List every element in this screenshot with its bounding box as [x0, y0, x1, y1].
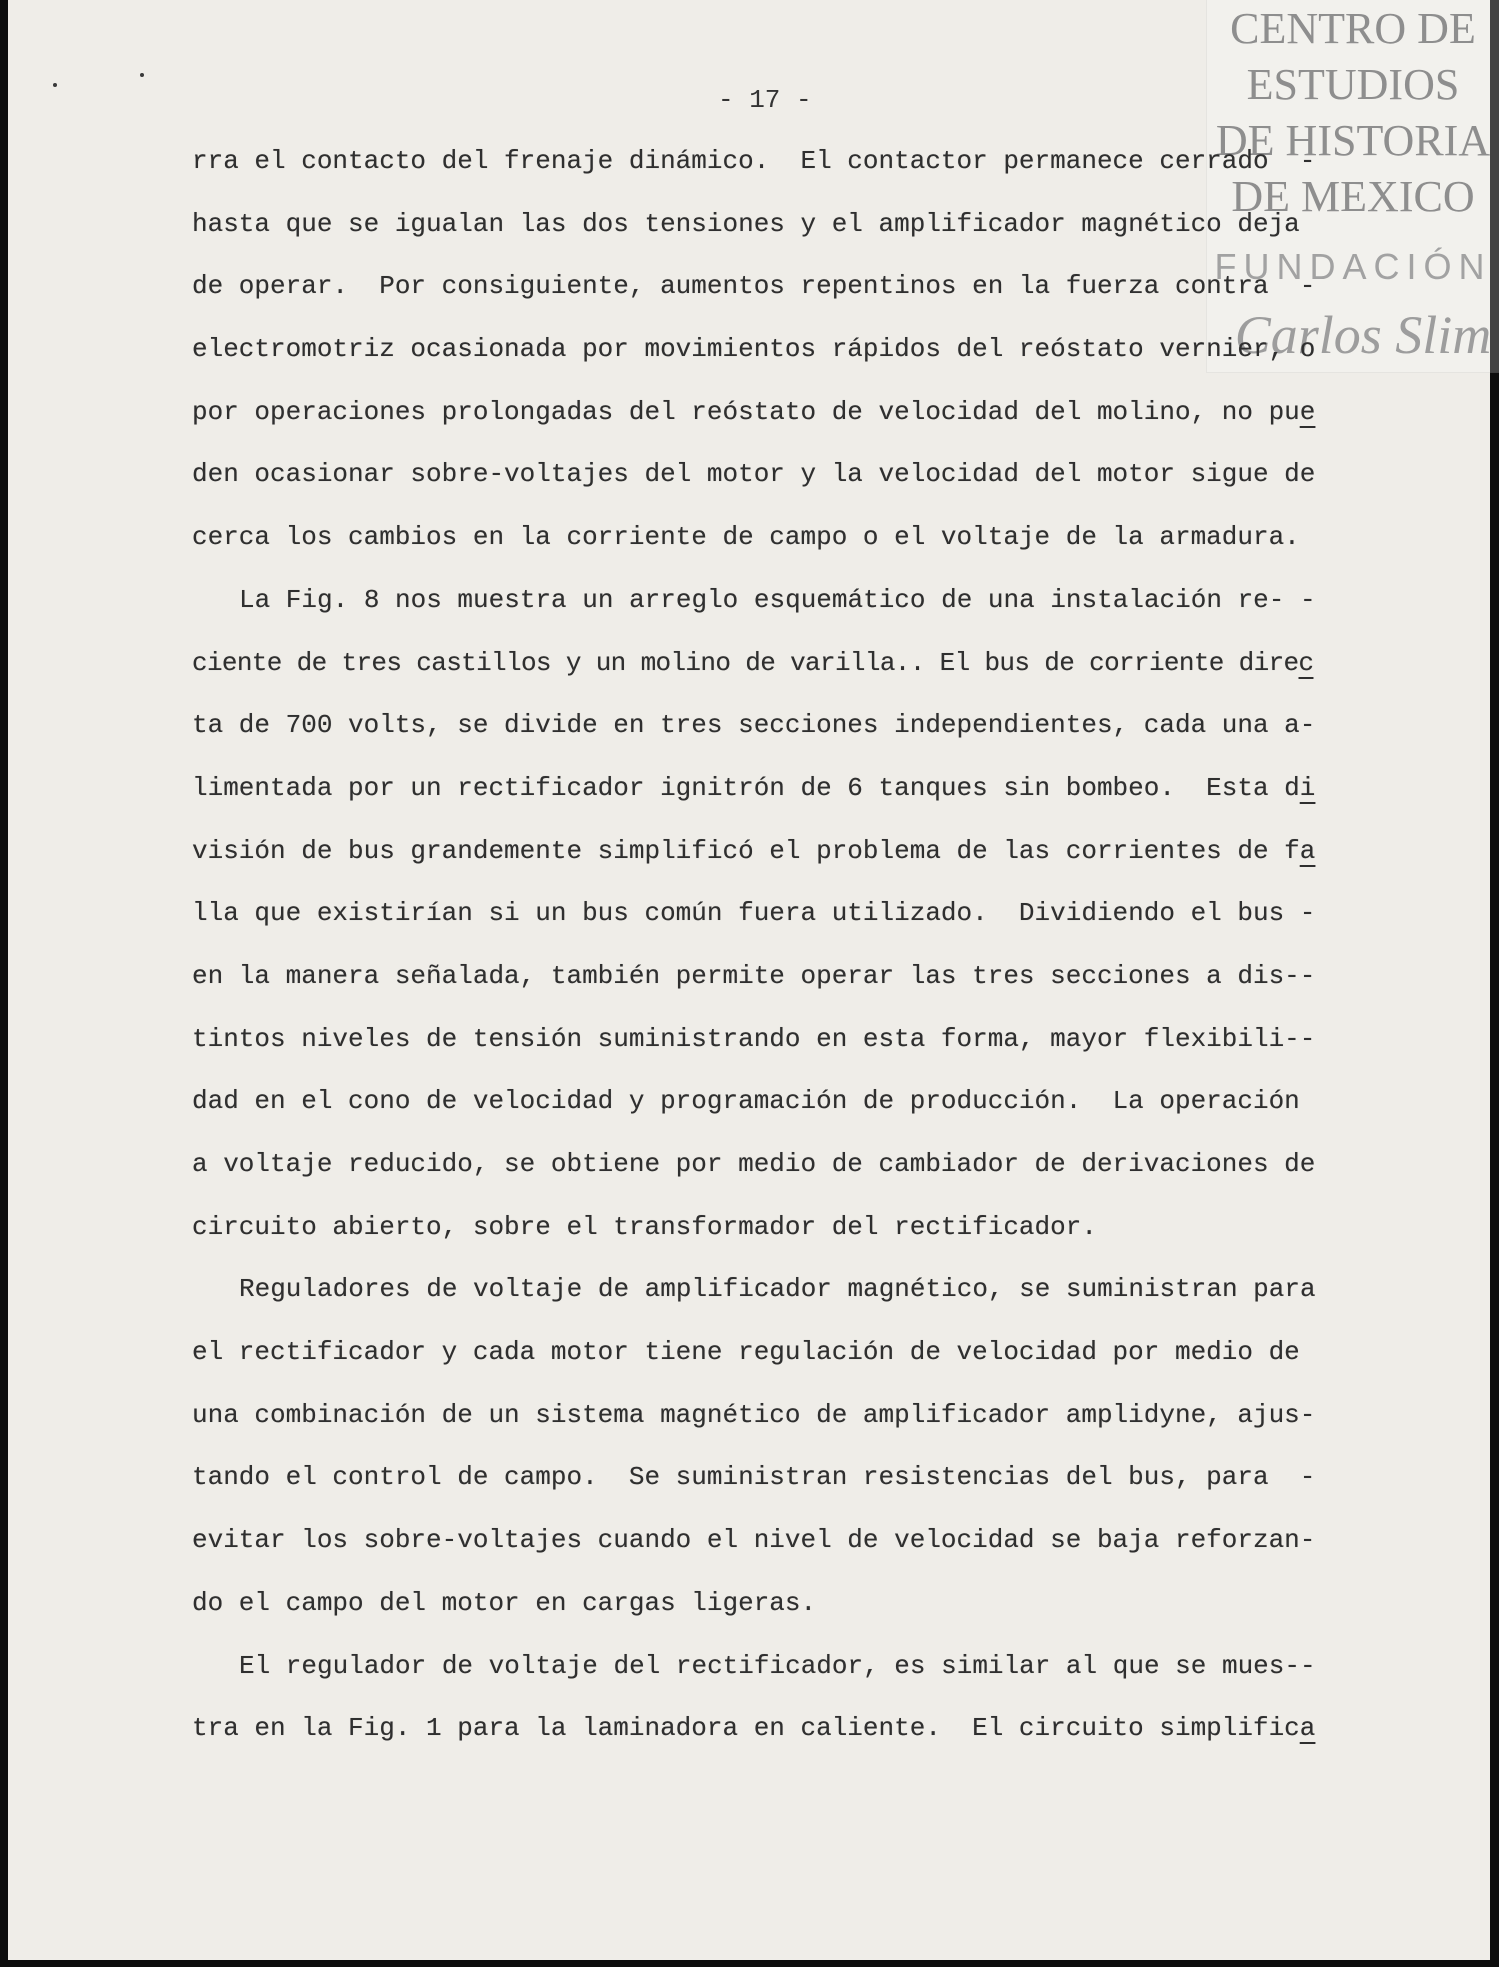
hyphen-underlined-char: a [1299, 1713, 1316, 1744]
line-text: visión de bus grandemente simplificó el problema de las corrientes de f [192, 835, 1300, 866]
hyphen-underlined-char: e [1299, 396, 1316, 427]
watermark-line-2: ESTUDIOS [1246, 60, 1460, 109]
text-line: tando el control de campo. Se suministran resistencias del bus, para - [192, 1462, 1316, 1493]
text-line [192, 1697, 1422, 1760]
text-line: do el campo del motor en cargas ligeras. [192, 1587, 817, 1618]
text-line: a voltaje reducido, se obtiene por medio de cambiador de derivaciones de [192, 1149, 1316, 1179]
hyphen-underlined-char: i [1299, 772, 1316, 803]
watermark-line-4: DE MEXICO [1231, 172, 1475, 221]
text-line: El regulador de voltaje del rectificador, es similar al que se mues-- [239, 1650, 1316, 1681]
speck-mark [53, 83, 57, 87]
text-line: lla que existirían si un bus común fuera utilizado. Dividiendo el bus - [192, 898, 1316, 929]
watermark-foundation: FUNDACIÓN [1214, 246, 1492, 287]
text-line: La Fig. 8 nos muestra un arreglo esquemático de una instalación re- - [239, 584, 1316, 615]
text-line: una combinación de un sistema magnético de amplificador amplidyne, ajus- [192, 1399, 1316, 1430]
text-line: ta de 700 volts, se divide en tres secciones independientes, cada una a- [192, 710, 1316, 741]
line-text: tra en la Fig. 1 para la laminadora en caliente. El circuito simplific [192, 1713, 1300, 1744]
watermark-line-3: DE HISTORIA [1215, 116, 1491, 165]
watermark-signature: Carlos Slim [1234, 305, 1492, 365]
line-text: limentada por un rectificador ignitrón de 6 tanques sin bombeo. Esta d [192, 772, 1300, 803]
text-line: den ocasionar sobre-voltajes del motor y la velocidad del motor sigue de [192, 459, 1316, 490]
text-line: dad en el cono de velocidad y programación de producción. La operación [192, 1086, 1300, 1117]
text-line [192, 820, 1422, 883]
body-text [192, 130, 1422, 1760]
text-line: rra el contacto del frenaje dinámico. El contactor permanece cerrado - [192, 146, 1316, 176]
line-text: por operaciones prolongadas del reóstato de velocidad del molino, no pu [192, 396, 1300, 427]
text-line: circuito abierto, sobre el transformador del rectificador. [192, 1211, 1097, 1242]
text-line [192, 381, 1422, 444]
line-text: ciente de tres castillos y un molino de varilla.. El bus de corriente dire [192, 647, 1299, 678]
text-line: hasta que se igualan las dos tensiones y el amplificador magnético deja [192, 208, 1300, 239]
document-page [8, 0, 1490, 1960]
text-line: cerca los cambios en la corriente de campo o el voltaje de la armadura. [192, 522, 1300, 553]
text-line: de operar. Por consiguiente, aumentos repentinos en la fuerza contra - [192, 271, 1316, 302]
hyphen-underlined-char: c [1298, 647, 1314, 678]
text-line: Reguladores de voltaje de amplificador magnético, se suministran para [239, 1274, 1316, 1305]
watermark-line-1: CENTRO DE [1230, 4, 1476, 53]
text-line: tintos niveles de tensión suministrando en esta forma, mayor flexibili-- [192, 1023, 1316, 1054]
text-line: el rectificador y cada motor tiene regulación de velocidad por medio de [192, 1337, 1300, 1368]
hyphen-underlined-char: a [1299, 835, 1316, 866]
page-number: - 17 - [718, 85, 812, 115]
text-line: electromotriz ocasionada por movimientos rápidos del reóstato vernier, o [192, 334, 1316, 365]
text-line [192, 632, 1422, 695]
text-line [192, 757, 1422, 820]
speck-mark [140, 73, 144, 77]
text-line: evitar los sobre-voltajes cuando el nivel de velocidad se baja reforzan- [192, 1525, 1316, 1556]
text-line: en la manera señalada, también permite operar las tres secciones a dis-- [192, 960, 1316, 991]
